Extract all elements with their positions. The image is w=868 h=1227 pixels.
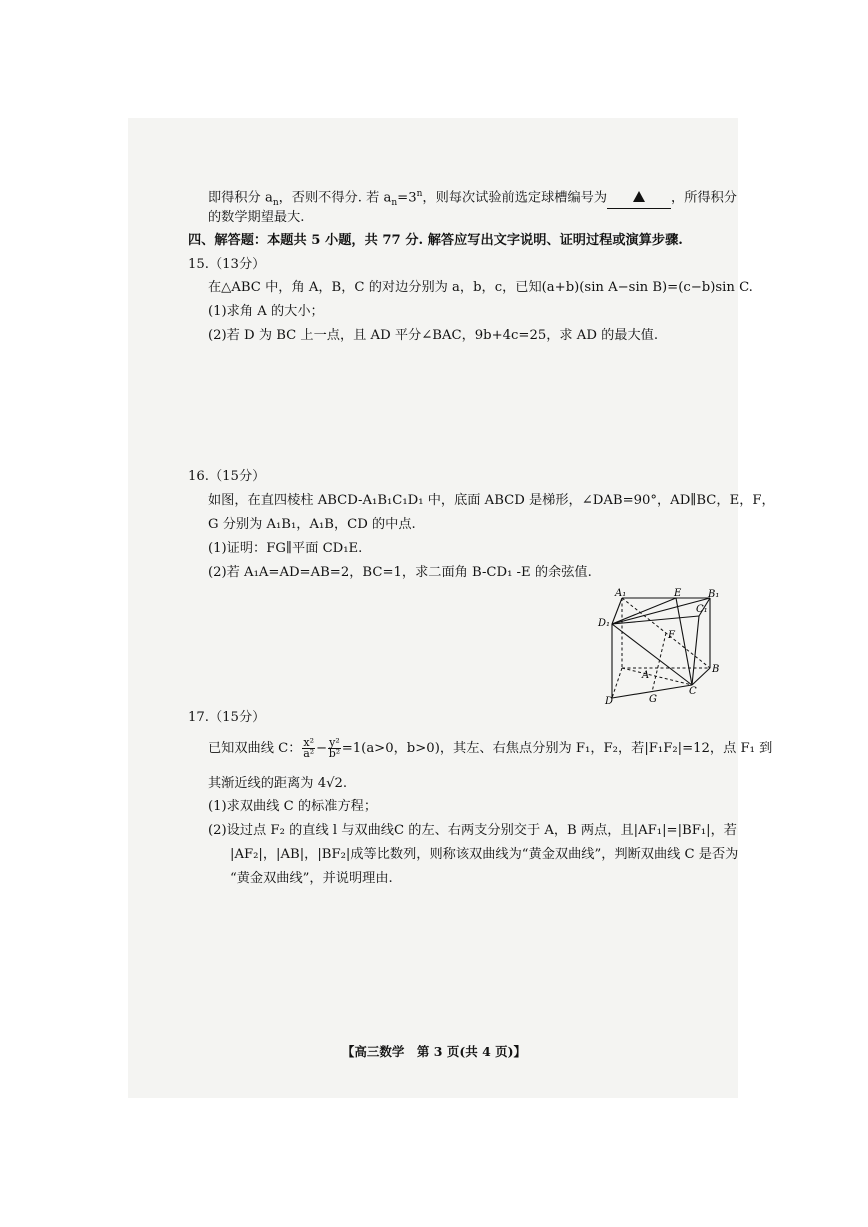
fraction-y2-b2: $\frac{\text{y²}}{\text{b²}}$ <box>328 736 341 760</box>
page-footer: 【高三数学 第 3 页(共 4 页)】 <box>341 1044 527 1059</box>
q16-stem-2: G 分别为 A₁B₁，A₁B，CD 的中点. <box>208 517 416 532</box>
fig-label-E: E <box>674 588 682 599</box>
q15-stem: 在△ABC 中，角 A，B，C 的对边分别为 a，b，c，已知(a+b)(sin A−sin B)=(c−b)sin C. <box>208 280 753 295</box>
q16-stem-1: 如图，在直四棱柱 ABCD-A₁B₁C₁D₁ 中，底面 ABCD 是梯形，∠DAB=90°，AD∥BC，E，F， <box>208 493 775 508</box>
q15-part1: (1)求角 A 的大小； <box>208 304 324 319</box>
q17-part2-line3: “黄金双曲线”，并说明理由. <box>230 871 393 886</box>
carryover-line-1: 即得积分 $a_n$，否则不得分. 若 $a_n=3^n$，则每次试验前选定球槽编号为 ，所得积分 <box>208 189 737 209</box>
fig-label-C1: C₁ <box>696 604 708 615</box>
fig-label-D1: D₁ <box>598 618 611 629</box>
prism-figure <box>596 586 726 706</box>
q17-stem-1: 已知双曲线 C： $\frac{\text{x²}}{\text{a²}}$ − $\frac{\text{y²}}{\text{b²}}$ =1(a>0，b>0)，其左、右焦点分别为 F₁，F₂，若|F₁F₂|=12，点 F₁ 到 <box>208 736 773 760</box>
q17-part1: (1)求双曲线 C 的标准方程； <box>208 799 378 814</box>
section-4-title: 四、解答题：本题共 5 小题，共 77 分. 解答应写出文字说明、证明过程或演算步骤. <box>188 233 683 248</box>
fraction-x2-a2: $\frac{\text{x²}}{\text{a²}}$ <box>303 736 315 760</box>
q17-header: 17.（15分） <box>188 710 266 725</box>
carryover-line-2: 的数学期望最大. <box>208 210 305 225</box>
q15-header: 15.（13分） <box>188 257 266 272</box>
q17-stem-2: 其渐近线的距离为 4√2. <box>208 776 348 791</box>
q15-part2: (2)若 D 为 BC 上一点，且 AD 平分∠BAC，9b+4c=25，求 AD 的最大值. <box>208 328 659 343</box>
fig-label-B1: B₁ <box>708 589 720 600</box>
fig-label-G: G <box>649 694 657 705</box>
q17-part2-line1: (2)设过点 F₂ 的直线 l 与双曲线C 的左、右两支分别交于 A，B 两点，且|AF₁|=|BF₁|，若 <box>208 823 737 838</box>
answer-blank <box>607 188 671 209</box>
q16-header: 16.（15分） <box>188 469 266 484</box>
q17-part2-line2: |AF₂|，|AB|，|BF₂|成等比数列，则称该双曲线为“黄金双曲线”，判断双曲线 C 是否为 <box>230 847 739 862</box>
triangle-icon <box>633 191 645 202</box>
fig-label-D: D <box>605 696 614 706</box>
fig-label-B: B <box>712 664 720 675</box>
fig-label-A: A <box>642 670 650 681</box>
fig-label-F: F <box>668 630 675 641</box>
q16-part2: (2)若 A₁A=AD=AB=2，BC=1，求二面角 B-CD₁ -E 的余弦值. <box>208 565 592 580</box>
q16-part1: (1)证明：FG∥平面 CD₁E. <box>208 541 363 556</box>
fig-label-C: C <box>689 686 697 697</box>
fig-label-A1: A₁ <box>615 588 627 599</box>
